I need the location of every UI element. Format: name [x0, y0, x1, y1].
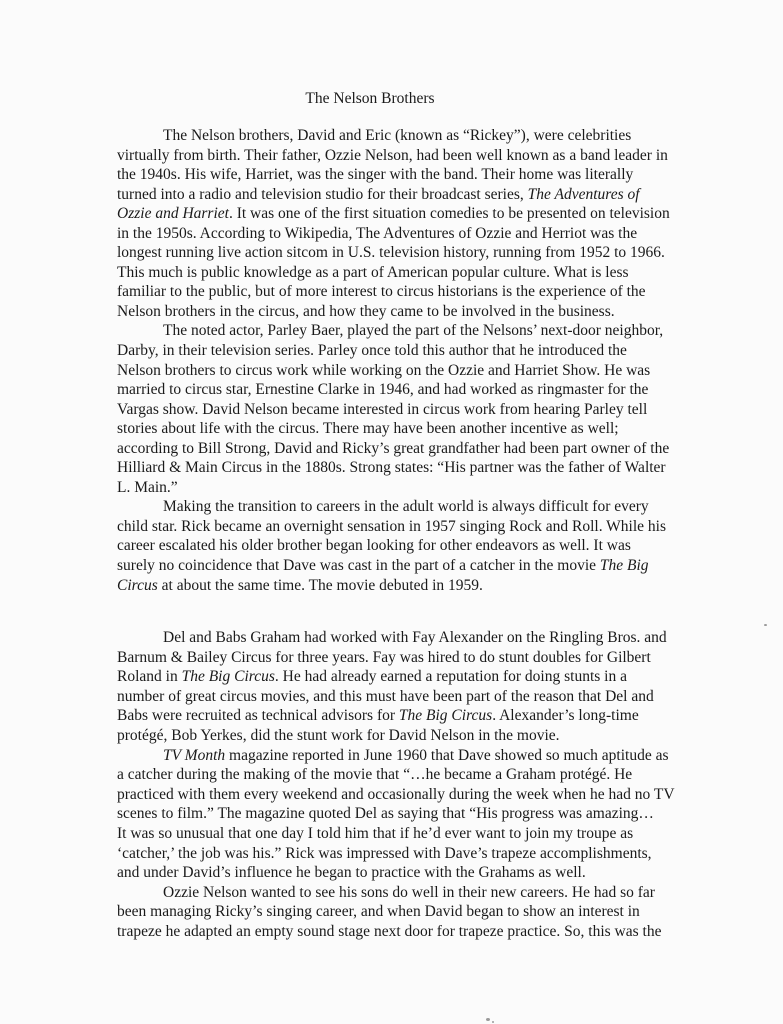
- text-run: Nelson brothers in the circus, and how they came to be involved in the business.: [117, 302, 615, 320]
- text-run: Barnum & Bailey Circus for three years. Fay was hired to do stunt doubles for Gilbert: [117, 648, 651, 666]
- text-line: [117, 648, 677, 668]
- text-line: [117, 126, 677, 146]
- text-run: Babs were recruited as technical advisors for: [117, 707, 399, 725]
- text-line: [117, 536, 677, 556]
- text-line: [117, 863, 677, 883]
- text-run: a catcher during the making of the movie that “…he became a Graham protégé. He: [117, 766, 633, 784]
- text-line: [117, 765, 677, 785]
- text-run: Making the transition to careers in the adult world is always difficult for every: [163, 498, 649, 516]
- scan-speck: [764, 624, 767, 626]
- text-line: [117, 185, 677, 205]
- text-run: Vargas show. David Nelson became interested in circus work from hearing Parley tell: [117, 400, 648, 418]
- text-line: [117, 458, 677, 478]
- text-line: [117, 341, 677, 361]
- text-run: longest running live action sitcom in U.S. television history, running from 1952 to 1966.: [117, 244, 665, 262]
- italic-text: The Big Circus: [398, 707, 493, 725]
- text-line: [117, 204, 677, 224]
- text-run: . He had already earned a reputation for doing stunts in a: [274, 668, 627, 686]
- italic-text: The Adventures of: [527, 185, 640, 203]
- scan-speck: [492, 1021, 494, 1023]
- italic-text: Ozzie and Harriet: [117, 205, 229, 223]
- italic-text: Circus: [117, 576, 158, 594]
- text-line: [117, 726, 677, 746]
- text-line: [117, 687, 677, 707]
- italic-text: TV Month: [163, 746, 226, 764]
- text-run: the 1940s. His wife, Harriet, was the singer with the band. Their home was literally: [117, 166, 634, 184]
- text-line: [117, 628, 677, 648]
- text-line: [117, 556, 677, 576]
- text-run: according to Bill Strong, David and Ricky’s great grandfather had been part owner of the: [117, 439, 670, 457]
- text-run: turned into a radio and television studio for their broadcast series,: [117, 185, 528, 203]
- text-line: [117, 478, 677, 498]
- text-run: . Alexander’s long-time: [492, 707, 639, 725]
- text-run: Darby, in their television series. Parley once told this author that he introduced the: [117, 342, 627, 360]
- text-line: [117, 785, 677, 805]
- text-line: [117, 517, 677, 537]
- text-run: married to circus star, Ernestine Clarke in 1946, and had worked as ringmaster for the: [117, 381, 649, 399]
- text-line: [117, 224, 677, 244]
- italic-text: The Big: [599, 557, 649, 575]
- text-run: stories about life with the circus. There may have been another incentive as well;: [117, 420, 619, 438]
- text-line: [117, 902, 677, 922]
- text-run: magazine reported in June 1960 that Dave showed so much aptitude as: [225, 746, 669, 764]
- section-one: [117, 126, 677, 595]
- text-run: ‘catcher,’ the job was his.” Rick was impressed with Dave’s trapeze accomplishments,: [117, 844, 652, 862]
- text-run: Ozzie Nelson wanted to see his sons do well in their new careers. He had so far: [163, 883, 655, 901]
- text-line: [117, 824, 677, 844]
- text-run: Roland in: [117, 668, 182, 686]
- text-line: [117, 400, 677, 420]
- text-run: . It was one of the first situation comedies to be presented on television: [228, 205, 670, 223]
- text-line: [117, 263, 677, 283]
- text-run: at about the same time. The movie debuted in 1959.: [157, 576, 483, 594]
- text-run: in the 1950s. According to Wikipedia, The Adventures of Ozzie and Herriot was the: [117, 224, 638, 242]
- document-title: The Nelson Brothers: [305, 90, 435, 107]
- text-line: [117, 922, 677, 942]
- text-run: Hilliard & Main Circus in the 1880s. Strong states: “His partner was the father of Walter: [117, 459, 666, 477]
- text-line: [117, 419, 677, 439]
- text-line: [117, 282, 677, 302]
- text-run: scenes to film.” The magazine quoted Del as saying that “His progress was amazing…: [117, 805, 654, 823]
- italic-text: The Big Circus: [181, 668, 275, 686]
- text-line: [117, 146, 677, 166]
- text-run: familiar to the public, but of more interest to circus historians is the experience of the: [117, 283, 646, 301]
- text-line: [117, 746, 677, 766]
- text-run: trapeze he adapted an empty sound stage next door for trapeze practice. So, this was the: [117, 922, 662, 940]
- text-run: number of great circus movies, and this must have been part of the reason that Del and: [117, 687, 654, 705]
- text-line: [117, 497, 677, 517]
- text-run: career escalated his older brother began looking for other endeavors as well. It was: [117, 537, 631, 555]
- text-line: [117, 165, 677, 185]
- text-line: [117, 321, 677, 341]
- text-line: [117, 804, 677, 824]
- text-run: and under David’s influence he began to practice with the Grahams as well.: [117, 864, 586, 882]
- text-line: [117, 302, 677, 322]
- text-run: surely no coincidence that Dave was cast in the part of a catcher in the movie: [117, 557, 600, 575]
- text-run: Del and Babs Graham had worked with Fay Alexander on the Ringling Bros. and: [163, 629, 667, 646]
- text-run: This much is public knowledge as a part of American popular culture. What is less: [117, 263, 629, 281]
- text-run: The Nelson brothers, David and Eric (known as “Rickey”), were celebrities: [163, 127, 632, 144]
- text-line: [117, 883, 677, 903]
- text-run: L. Main.”: [117, 478, 178, 496]
- text-run: virtually from birth. Their father, Ozzie Nelson, had been well known as a band leader in: [117, 146, 668, 164]
- text-run: practiced with them every weekend and occasionally during the week when he had no TV: [117, 785, 675, 803]
- text-line: [117, 706, 677, 726]
- section-two: [117, 628, 677, 942]
- text-line: [117, 439, 677, 459]
- text-line: [117, 576, 677, 596]
- text-line: [117, 380, 677, 400]
- text-run: It was so unusual that one day I told him that if he’d ever want to join my troupe as: [117, 824, 634, 842]
- text-line: [117, 243, 677, 263]
- text-run: child star. Rick became an overnight sensation in 1957 singing Rock and Roll. While his: [117, 517, 667, 535]
- text-line: [117, 361, 677, 381]
- text-line: [117, 844, 677, 864]
- text-run: The noted actor, Parley Baer, played the part of the Nelsons’ next-door neighbor,: [163, 322, 664, 340]
- text-run: Nelson brothers to circus work while working on the Ozzie and Harriet Show. He was: [117, 361, 651, 379]
- text-run: protégé, Bob Yerkes, did the stunt work for David Nelson in the movie.: [117, 726, 560, 744]
- text-run: been managing Ricky’s singing career, and when David began to show an interest in: [117, 903, 640, 921]
- scan-speck: [486, 1018, 490, 1021]
- text-line: [117, 667, 677, 687]
